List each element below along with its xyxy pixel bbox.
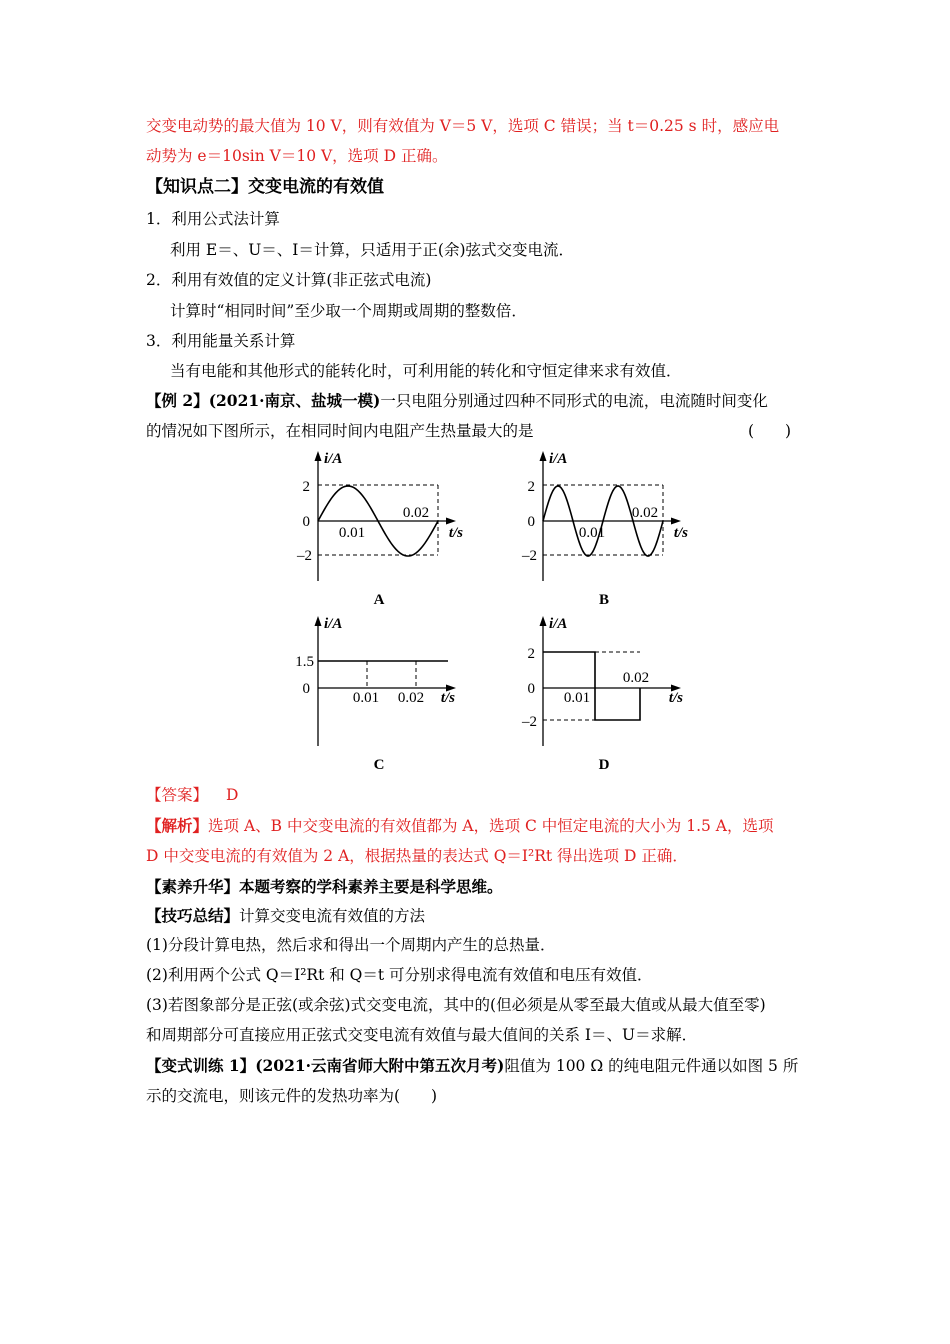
method-2-title: 2．利用有效值的定义计算(非正弦式电流) bbox=[146, 271, 432, 289]
graph-d bbox=[505, 610, 705, 775]
tick-x-1: 0.01 bbox=[578, 525, 606, 541]
tick-y-max: 2 bbox=[302, 479, 310, 495]
tick-x-1: 0.01 bbox=[338, 525, 366, 541]
example-tag: 【例 2】 bbox=[146, 391, 209, 410]
prev-solution-line-1: 交变电动势的最大值为 10 V，则有效值为 V＝5 V，选项 C 错误；当 t＝0.25 s 时，感应电 bbox=[146, 117, 780, 135]
method-3-desc: 当有电能和其他形式的能转化时，可利用能的转化和守恒定律来求有效值． bbox=[170, 362, 682, 380]
method-2-desc: 计算时“相同时间”至少取一个周期或周期的整数倍． bbox=[170, 302, 527, 320]
graph-a bbox=[280, 445, 480, 610]
analysis-text-1: 选项 A、B 中交变电流的有效值都为 A，选项 C 中恒定电流的大小为 1.5 A，选项 bbox=[208, 817, 774, 835]
variant-tag: 【变式训练 1】 bbox=[146, 1056, 256, 1075]
origin-label: 0 bbox=[302, 514, 310, 530]
skill-item-1: (1)分段计算电热，然后求和得出一个周期内产生的总热量． bbox=[146, 936, 556, 954]
tick-x-1: 0.01 bbox=[563, 690, 591, 706]
origin-label: 0 bbox=[302, 681, 310, 697]
variant-line-1 bbox=[146, 1055, 811, 1077]
skill-item-3: (3)若图象部分是正弦(或余弦)式交变电流，其中的(但必须是从零至最大值或从最大值至零) bbox=[146, 996, 766, 1014]
example-source: (2021·南京、盐城一模) bbox=[208, 391, 381, 410]
graph-caption: C bbox=[373, 757, 385, 773]
graph-caption: D bbox=[598, 757, 610, 773]
y-label: i/A bbox=[324, 451, 343, 467]
skill-item-4: 和周期部分可直接应用正弦式交变电流有效值与最大值间的关系 I＝、U＝求解． bbox=[146, 1026, 698, 1044]
y-label: i/A bbox=[549, 616, 568, 632]
tick-y-min: –2 bbox=[297, 548, 312, 564]
example-answer-paren: ( ) bbox=[748, 422, 792, 440]
tick-y-max: 2 bbox=[527, 479, 535, 495]
y-label: i/A bbox=[324, 616, 343, 632]
graph-caption: B bbox=[598, 592, 610, 608]
tick-y-max: 2 bbox=[527, 646, 535, 662]
tick-x-2: 0.02 bbox=[631, 505, 659, 521]
tick-y-min: –2 bbox=[522, 548, 537, 564]
y-label: i/A bbox=[549, 451, 568, 467]
square-wave bbox=[543, 652, 640, 720]
answer-line bbox=[146, 784, 811, 806]
skill-item-2: (2)利用两个公式 Q＝I²Rt 和 Q＝t 可分别求得电流有效值和电压有效值． bbox=[146, 966, 653, 984]
section-title: 【知识点二】交变电流的有效值 bbox=[146, 177, 384, 197]
x-label: t/s bbox=[448, 525, 463, 541]
example-line-2 bbox=[146, 420, 811, 442]
answer-label: 【答案】 bbox=[146, 786, 209, 804]
literacy-line: 【素养升华】本题考察的学科素养主要是科学思维。 bbox=[146, 877, 503, 896]
tick-x-2: 0.02 bbox=[622, 670, 650, 686]
skill-title-line bbox=[146, 905, 811, 927]
x-arrow bbox=[671, 518, 681, 525]
analysis-line-2: D 中交变电流的有效值为 2 A，根据热量的表达式 Q＝I²Rt 得出选项 D 正确． bbox=[146, 847, 688, 865]
skill-title: 计算交变电流有效值的方法 bbox=[239, 907, 426, 925]
x-label: t/s bbox=[440, 690, 455, 706]
variant-text-1: 阻值为 100 Ω 的纯电阻元件通以如图 5 所 bbox=[504, 1057, 799, 1075]
graph-caption: A bbox=[373, 592, 385, 608]
analysis-line-1 bbox=[146, 815, 811, 837]
y-arrow bbox=[315, 451, 322, 461]
method-3-title: 3．利用能量关系计算 bbox=[146, 332, 296, 350]
origin-label: 0 bbox=[527, 681, 535, 697]
method-1-desc: 利用 E＝、U＝、I＝计算，只适用于正(余)弦式交变电流． bbox=[170, 241, 575, 259]
method-1-title: 1．利用公式法计算 bbox=[146, 210, 280, 228]
origin-label: 0 bbox=[527, 514, 535, 530]
tick-y-min: –2 bbox=[522, 714, 537, 730]
x-label: t/s bbox=[668, 690, 683, 706]
x-arrow bbox=[446, 518, 456, 525]
y-arrow bbox=[540, 616, 547, 626]
y-arrow bbox=[540, 451, 547, 461]
variant-line-2: 示的交流电，则该元件的发热功率为( ) bbox=[146, 1087, 438, 1105]
example-text-1: 一只电阻分别通过四种不同形式的电流，电流随时间变化 bbox=[380, 392, 768, 410]
graph-c bbox=[280, 610, 480, 775]
tick-y-value: 1.5 bbox=[295, 654, 314, 670]
variant-source: (2021·云南省师大附中第五次月考) bbox=[255, 1056, 505, 1075]
x-label: t/s bbox=[673, 525, 688, 541]
tick-x-2: 0.02 bbox=[397, 690, 425, 706]
example-text-2: 的情况如下图所示，在相同时间内电阻产生热量最大的是 bbox=[146, 422, 534, 440]
graph-b bbox=[505, 445, 705, 610]
prev-solution-line-2: 动势为 e＝10sin V＝10 V，选项 D 正确。 bbox=[146, 147, 448, 165]
example-line-1 bbox=[146, 390, 811, 412]
y-arrow bbox=[315, 616, 322, 626]
answer-value: D bbox=[226, 786, 239, 804]
tick-x-1: 0.01 bbox=[352, 690, 380, 706]
analysis-label: 【解析】 bbox=[146, 816, 209, 835]
tick-x-2: 0.02 bbox=[402, 505, 430, 521]
skill-label: 【技巧总结】 bbox=[146, 906, 240, 925]
